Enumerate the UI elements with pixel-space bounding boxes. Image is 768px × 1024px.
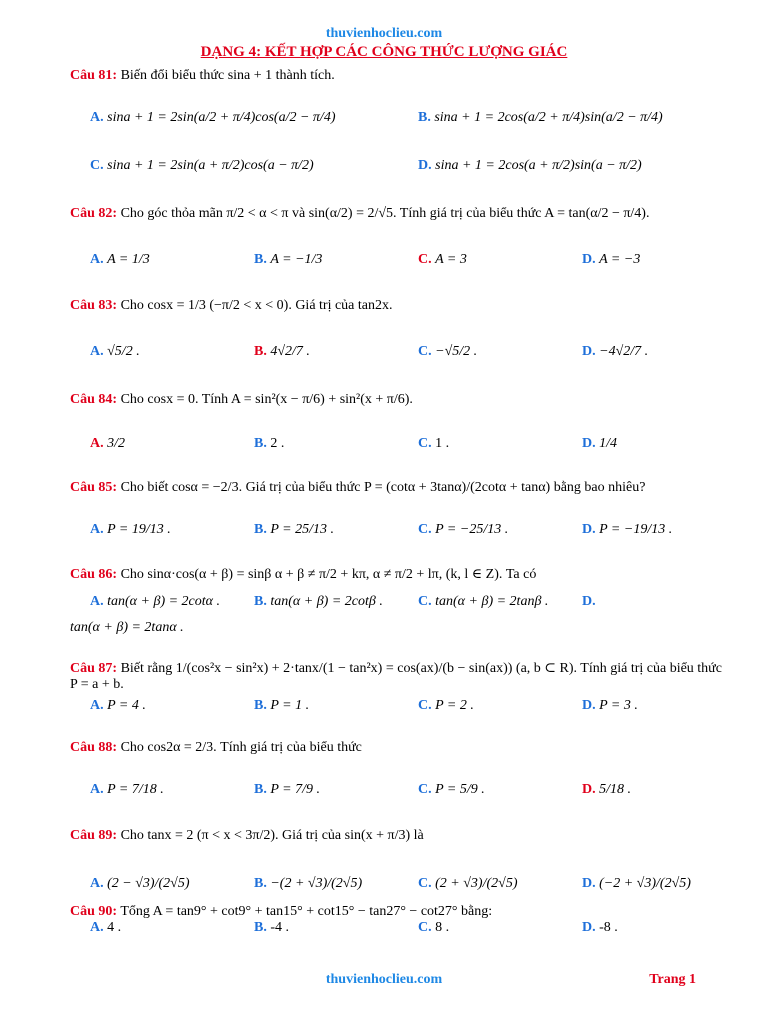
option-a[interactable]: [90, 522, 171, 538]
option-d[interactable]: [582, 876, 691, 892]
option-text: A = −1/3: [270, 252, 323, 267]
option-text: P = 4 .: [107, 698, 146, 713]
question-82: [70, 206, 728, 222]
option-text: −√5/2 .: [435, 344, 478, 359]
option-d[interactable]: [582, 252, 640, 268]
option-d[interactable]: [582, 782, 631, 798]
option-d[interactable]: [582, 522, 672, 538]
option-label: C.: [418, 876, 432, 891]
question-text: Biến đổi biểu thức sina + 1 thành tích.: [120, 68, 335, 83]
question-87: [70, 660, 728, 693]
question-number: Câu 84:: [70, 392, 118, 407]
option-text: P = 19/13 .: [107, 522, 171, 537]
option-text: 8 .: [435, 920, 450, 935]
option-label: D.: [418, 158, 432, 173]
question-text: Cho cosx = 0. Tính A = sin²(x − π/6) + sin²(x + π/6).: [120, 392, 413, 407]
option-label: B.: [254, 436, 267, 451]
option-label: C.: [90, 158, 104, 173]
option-b[interactable]: [254, 344, 310, 360]
option-d[interactable]: [582, 698, 638, 714]
question-text: Cho sinα·cos(α + β) = sinβ α + β ≠ π/2 + kπ, α ≠ π/2 + lπ, (k, l ∈ Z). Ta có: [120, 567, 537, 582]
option-label: B.: [418, 110, 431, 125]
option-label: D.: [582, 436, 596, 451]
option-label: D.: [582, 344, 596, 359]
option-text: P = 7/9 .: [270, 782, 320, 797]
option-label: A.: [90, 252, 104, 267]
option-text: P = 5/9 .: [435, 782, 485, 797]
section-title: DẠNG 4: KẾT HỢP CÁC CÔNG THỨC LƯỢNG GIÁC: [200, 44, 568, 60]
question-text: Biết rằng 1/(cos²x − sin²x) + 2·tanx/(1 − tan²x) = cos(ax)/(b − sin(ax)) (a, b ⊂ R). Tính giá trị của biểu thức P = a + b.: [70, 661, 722, 692]
option-label: B.: [254, 522, 267, 537]
option-label: C.: [418, 594, 432, 609]
option-text: tan(α + β) = 2cotβ .: [270, 594, 383, 609]
option-text: sina + 1 = 2cos(a + π/2)sin(a − π/2): [435, 158, 642, 173]
question-85: [70, 480, 728, 496]
option-label: B.: [254, 344, 267, 359]
option-label: A.: [90, 594, 104, 609]
option-text: P = 1 .: [270, 698, 310, 713]
option-label: A.: [90, 782, 104, 797]
question-number: Câu 86:: [70, 567, 118, 582]
option-b[interactable]: [254, 522, 334, 538]
page-number: Trang 1: [649, 972, 696, 987]
question-81: [70, 68, 728, 84]
option-text: −4√2/7 .: [599, 344, 649, 359]
option-a[interactable]: [90, 698, 146, 714]
option-text: P = 3 .: [599, 698, 638, 713]
option-c[interactable]: [418, 252, 467, 268]
option-label: C.: [418, 782, 432, 797]
option-c[interactable]: [90, 158, 314, 174]
option-a[interactable]: [90, 110, 336, 126]
option-text: P = −25/13 .: [435, 522, 509, 537]
option-b[interactable]: [254, 594, 383, 610]
option-a[interactable]: [90, 876, 189, 892]
option-label: C.: [418, 344, 432, 359]
option-text: P = −19/13 .: [599, 522, 673, 537]
option-a[interactable]: [90, 252, 150, 268]
option-label: B.: [254, 698, 267, 713]
option-label: D.: [582, 594, 596, 609]
option-d[interactable]: [418, 158, 642, 174]
option-a[interactable]: [90, 344, 140, 360]
question-84: [70, 392, 728, 408]
option-b[interactable]: [418, 110, 663, 126]
question-text: Cho cosx = 1/3 (−π/2 < x < 0). Giá trị của tan2x.: [120, 298, 393, 313]
question-number: Câu 90:: [70, 904, 118, 919]
option-label: C.: [418, 522, 432, 537]
option-text: 2 .: [270, 436, 285, 451]
option-text: A = 3: [435, 252, 467, 267]
option-text: 4 .: [107, 920, 122, 935]
option-b[interactable]: [254, 436, 284, 452]
option-label: A.: [90, 698, 104, 713]
option-d[interactable]: [582, 594, 596, 610]
question-number: Câu 81:: [70, 68, 118, 83]
option-label: C.: [418, 436, 432, 451]
option-b[interactable]: [254, 252, 322, 268]
option-label: D.: [582, 782, 596, 797]
option-label: C.: [418, 698, 432, 713]
option-text: P = 7/18 .: [107, 782, 164, 797]
option-b[interactable]: [254, 782, 320, 798]
option-text: P = 2 .: [435, 698, 474, 713]
option-c[interactable]: [418, 782, 485, 798]
option-label: A.: [90, 876, 104, 891]
option-text: A = 1/3: [107, 252, 150, 267]
option-label: B.: [254, 782, 267, 797]
option-text: √5/2 .: [107, 344, 140, 359]
question-number: Câu 89:: [70, 828, 118, 843]
option-text: tan(α + β) = 2tanα .: [70, 620, 184, 635]
option-c[interactable]: [418, 698, 474, 714]
option-a[interactable]: [90, 594, 220, 610]
header-site: thuvienhoclieu.com: [325, 26, 443, 41]
option-text: 4√2/7 .: [270, 344, 310, 359]
option-b[interactable]: [254, 698, 309, 714]
option-label: A.: [90, 436, 104, 451]
question-83: [70, 298, 728, 314]
option-text: 3/2: [107, 436, 126, 451]
question-89: [70, 828, 728, 844]
option-c[interactable]: [418, 344, 477, 360]
option-a[interactable]: [90, 920, 121, 936]
footer-site: thuvienhoclieu.com: [325, 972, 443, 987]
question-number: Câu 82:: [70, 206, 118, 221]
option-c[interactable]: [418, 436, 449, 452]
option-text: 1/4: [599, 436, 618, 451]
question-number: Câu 88:: [70, 740, 118, 755]
question-text: Cho góc thỏa mãn π/2 < α < π và sin(α/2) = 2/√5. Tính giá trị của biểu thức A = tan(α/2 − π/4).: [120, 206, 650, 221]
option-label: A.: [90, 920, 104, 935]
option-label: B.: [254, 876, 267, 891]
option-label: B.: [254, 920, 267, 935]
question-number: Câu 85:: [70, 480, 118, 495]
option-label: C.: [418, 252, 432, 267]
question-number: Câu 83:: [70, 298, 118, 313]
option-text: sina + 1 = 2sin(a + π/2)cos(a − π/2): [107, 158, 314, 173]
option-text: (2 + √3)/(2√5): [435, 876, 518, 891]
option-label: C.: [418, 920, 432, 935]
question-text: Tổng A = tan9° + cot9° + tan15° + cot15° − tan27° − cot27° bằng:: [120, 904, 493, 919]
option-label: B.: [254, 594, 267, 609]
option-text: tan(α + β) = 2cotα .: [107, 594, 221, 609]
option-label: A.: [90, 110, 104, 125]
option-c[interactable]: [418, 594, 548, 610]
option-label: D.: [582, 522, 596, 537]
option-c[interactable]: [418, 920, 449, 936]
option-text: -8 .: [599, 920, 618, 935]
question-88: [70, 740, 728, 756]
option-c[interactable]: [418, 876, 517, 892]
option-label: A.: [90, 344, 104, 359]
option-d[interactable]: [582, 436, 617, 452]
question-text: Cho tanx = 2 (π < x < 3π/2). Giá trị của sin(x + π/3) là: [120, 828, 424, 843]
option-text: 5/18 .: [599, 782, 632, 797]
option-text: tan(α + β) = 2tanβ .: [435, 594, 549, 609]
option-text: −(2 + √3)/(2√5): [270, 876, 363, 891]
option-text: sina + 1 = 2cos(a/2 + π/4)sin(a/2 − π/4): [434, 110, 663, 125]
option-label: A.: [90, 522, 104, 537]
option-d[interactable]: [582, 920, 618, 936]
option-text: (−2 + √3)/(2√5): [599, 876, 691, 891]
option-a[interactable]: [90, 436, 125, 452]
question-text: Cho cos2α = 2/3. Tính giá trị của biểu thức: [120, 740, 362, 755]
option-d-continued: [70, 620, 728, 636]
option-label: B.: [254, 252, 267, 267]
question-90: [70, 904, 728, 920]
option-label: D.: [582, 698, 596, 713]
option-label: D.: [582, 920, 596, 935]
option-a[interactable]: [90, 782, 164, 798]
option-text: 1 .: [435, 436, 450, 451]
option-b[interactable]: [254, 920, 289, 936]
option-label: D.: [582, 876, 596, 891]
option-text: sina + 1 = 2sin(a/2 + π/4)cos(a/2 − π/4): [107, 110, 336, 125]
question-number: Câu 87:: [70, 661, 118, 676]
option-d[interactable]: [582, 344, 648, 360]
option-b[interactable]: [254, 876, 362, 892]
option-text: (2 − √3)/(2√5): [107, 876, 190, 891]
option-text: -4 .: [270, 920, 290, 935]
option-label: D.: [582, 252, 596, 267]
question-86: [70, 566, 728, 583]
option-text: A = −3: [599, 252, 641, 267]
question-text: Cho biết cosα = −2/3. Giá trị của biểu thức P = (cotα + 3tanα)/(2cotα + tanα) bằng bao nhiêu?: [120, 480, 646, 495]
option-text: P = 25/13 .: [270, 522, 334, 537]
option-c[interactable]: [418, 522, 508, 538]
